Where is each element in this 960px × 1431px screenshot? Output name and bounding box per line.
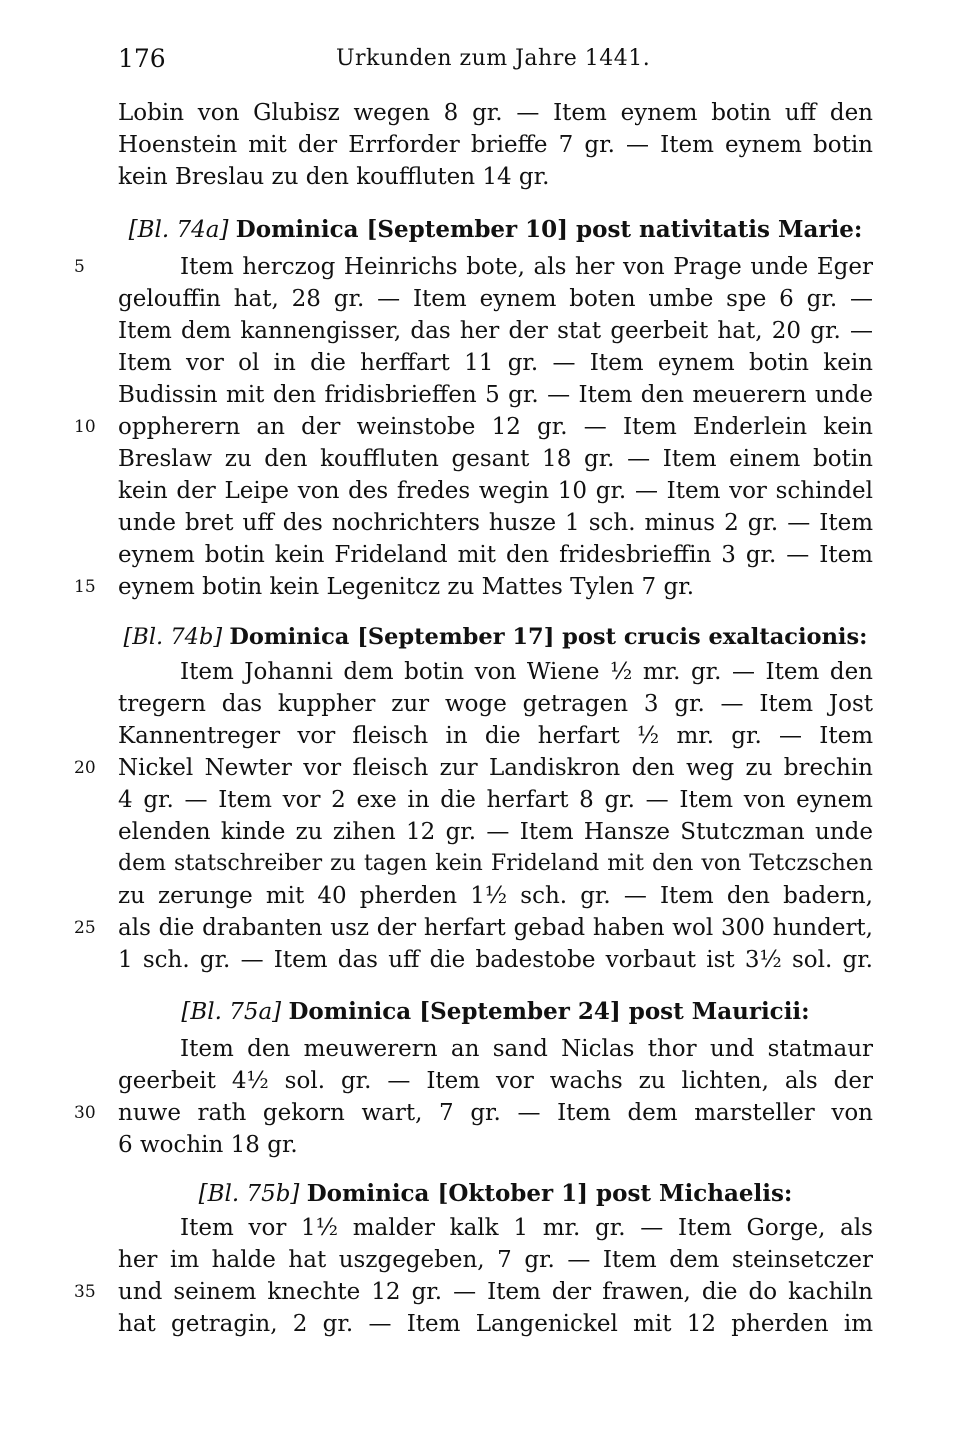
- text-line: gelouffin hat, 28 gr. — Item eynem boten umbe spe 6 gr. —: [118, 286, 873, 312]
- text-line: Budissin mit den fridisbrieffen 5 gr. — Item den meuerern unde: [118, 382, 873, 408]
- text-line: Item herczog Heinrichs bote, als her von Prage unde Eger: [180, 254, 873, 280]
- text-line: tregern das kuppher zur woge getragen 3 gr. — Item Jost: [118, 691, 873, 717]
- heading-text: Dominica [September 24] post Mauricii:: [288, 998, 810, 1025]
- text-line: 4 gr. — Item vor 2 exe in die herfart 8 gr. — Item von eynem: [118, 787, 873, 813]
- text-line: unde bret uff des nochrichters husze 1 sch. minus 2 gr. — Item: [118, 510, 873, 536]
- folio-reference: [Bl. 74a]: [128, 217, 229, 243]
- text-line: Hoenstein mit der Errforder brieffe 7 gr. — Item eynem botin: [118, 132, 873, 158]
- line-number: 25: [74, 918, 96, 938]
- line-number: 30: [74, 1103, 96, 1123]
- text-line: nuwe rath gekorn wart, 7 gr. — Item dem marsteller von: [118, 1100, 873, 1126]
- heading-text: Dominica [Oktober 1] post Michaelis:: [306, 1180, 793, 1207]
- heading-text: Dominica [September 17] post crucis exaltacionis:: [229, 624, 868, 650]
- section-heading: [118, 1177, 873, 1211]
- text-line: geerbeit 4½ sol. gr. — Item vor wachs zu lichten, als der: [118, 1068, 873, 1094]
- text-line: elenden kinde zu zihen 12 gr. — Item Hansze Stutczman unde: [118, 819, 873, 845]
- section-heading: [118, 213, 873, 247]
- folio-reference: [Bl. 75b]: [198, 1181, 300, 1207]
- text-line: als die drabanten usz der herfart gebad haben wol 300 hundert,: [118, 915, 873, 941]
- page-header: [118, 44, 873, 84]
- folio-reference: [Bl. 74b]: [123, 624, 223, 650]
- text-line: eynem botin kein Legenitcz zu Mattes Tylen 7 gr.: [118, 574, 694, 600]
- text-line: Item Johanni dem botin von Wiene ½ mr. gr. — Item den: [180, 659, 873, 685]
- text-line: 6 wochin 18 gr.: [118, 1132, 298, 1158]
- text-line: oppherern an der weinstobe 12 gr. — Item Enderlein kein: [118, 414, 873, 440]
- text-line: Breslaw zu den kouffluten gesant 18 gr. — Item einem botin: [118, 446, 873, 472]
- text-line: kein der Leipe von des fredes wegin 10 gr. — Item vor schindel: [118, 478, 873, 504]
- page-number: 176: [118, 44, 166, 73]
- text-line: Item den meuwerern an sand Niclas thor und statmaur: [180, 1036, 873, 1062]
- line-number: 5: [74, 257, 85, 277]
- text-line: Nickel Newter vor fleisch zur Landiskron den weg zu brechin: [118, 755, 873, 781]
- section-heading: [118, 620, 873, 654]
- text-line: dem statschreiber zu tagen kein Frideland mit den von Tetczschen: [118, 851, 873, 876]
- section-heading: [118, 995, 873, 1029]
- text-line: kein Breslau zu den kouffluten 14 gr.: [118, 164, 550, 190]
- text-line: Item vor 1½ malder kalk 1 mr. gr. — Item Gorge, als: [180, 1215, 873, 1241]
- text-line: Item dem kannengisser, das her der stat geerbeit hat, 20 gr. —: [118, 318, 873, 344]
- running-title: Urkunden zum Jahre 1441.: [336, 46, 651, 71]
- text-line: Lobin von Glubisz wegen 8 gr. — Item eynem botin uff den: [118, 100, 873, 126]
- text-line: hat getragin, 2 gr. — Item Langenickel mit 12 pherden im: [118, 1311, 873, 1337]
- line-number: 15: [74, 577, 96, 597]
- line-number: 35: [74, 1282, 96, 1302]
- folio-reference: [Bl. 75a]: [181, 999, 282, 1025]
- text-line: und seinem knechte 12 gr. — Item der frawen, die do kachiln: [118, 1279, 873, 1305]
- heading-text: Dominica [September 10] post nativitatis Marie:: [235, 216, 863, 243]
- text-line: zu zerunge mit 40 pherden 1½ sch. gr. — Item den badern,: [118, 883, 873, 909]
- text-line: Kannentreger vor fleisch in die herfart ½ mr. gr. — Item: [118, 723, 873, 749]
- text-line: Item vor ol in die herffart 11 gr. — Item eynem botin kein: [118, 350, 873, 376]
- line-number: 10: [74, 417, 96, 437]
- text-line: 1 sch. gr. — Item das uff die badestobe vorbaut ist 3½ sol. gr.: [118, 947, 873, 973]
- text-line: eynem botin kein Frideland mit den fridesbrieffin 3 gr. — Item: [118, 542, 873, 568]
- text-line: her im halde hat uszgegeben, 7 gr. — Item dem steinsetczer: [118, 1247, 873, 1273]
- line-number: 20: [74, 758, 96, 778]
